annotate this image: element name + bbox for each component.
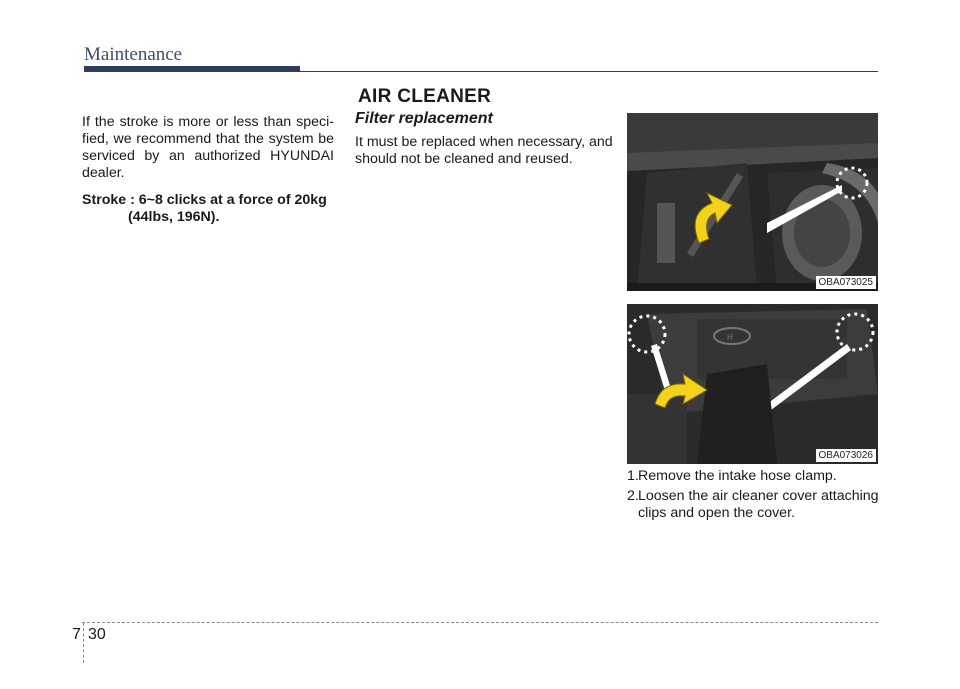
step-text: Loosen the air cleaner cover attaching clips and open the cover. bbox=[638, 488, 879, 521]
header-title: Maintenance bbox=[84, 44, 183, 65]
intake-hose-clamp-photo bbox=[627, 113, 878, 291]
chapter-number: 7 bbox=[72, 626, 81, 643]
page-number: 30 bbox=[88, 626, 106, 643]
stroke-spec bbox=[82, 192, 334, 226]
list-item bbox=[627, 468, 883, 485]
steps-list bbox=[627, 468, 883, 525]
section-title: AIR CLEANER bbox=[358, 86, 492, 107]
list-item bbox=[627, 488, 883, 522]
footer-divider bbox=[83, 623, 84, 663]
stroke-spec-line2: (44lbs, 196N). bbox=[128, 209, 220, 225]
photo-code: OBA073025 bbox=[816, 276, 877, 289]
filter-replacement-heading: Filter replacement bbox=[355, 110, 493, 127]
header-bar bbox=[84, 66, 300, 72]
step-number: 2. bbox=[627, 488, 639, 504]
photo-code: OBA073026 bbox=[816, 449, 877, 462]
stroke-spec-line1: Stroke : 6~8 clicks at a force of 20kg bbox=[82, 192, 327, 208]
header-rule bbox=[300, 71, 878, 72]
svg-text:H: H bbox=[727, 333, 733, 342]
stroke-paragraph: If the stroke is more or less than speci-fied, we recommend that the system be serviced by an authorized HYUNDAI dealer. bbox=[82, 114, 334, 181]
footer-rule bbox=[82, 622, 878, 623]
left-column bbox=[82, 114, 334, 236]
middle-column bbox=[355, 110, 615, 168]
air-cleaner-cover-photo bbox=[627, 304, 878, 464]
filter-replacement-body: It must be replaced when necessary, and should not be cleaned and reused. bbox=[355, 134, 613, 167]
step-number: 1. bbox=[627, 468, 639, 484]
step-text: Remove the intake hose clamp. bbox=[638, 468, 837, 484]
